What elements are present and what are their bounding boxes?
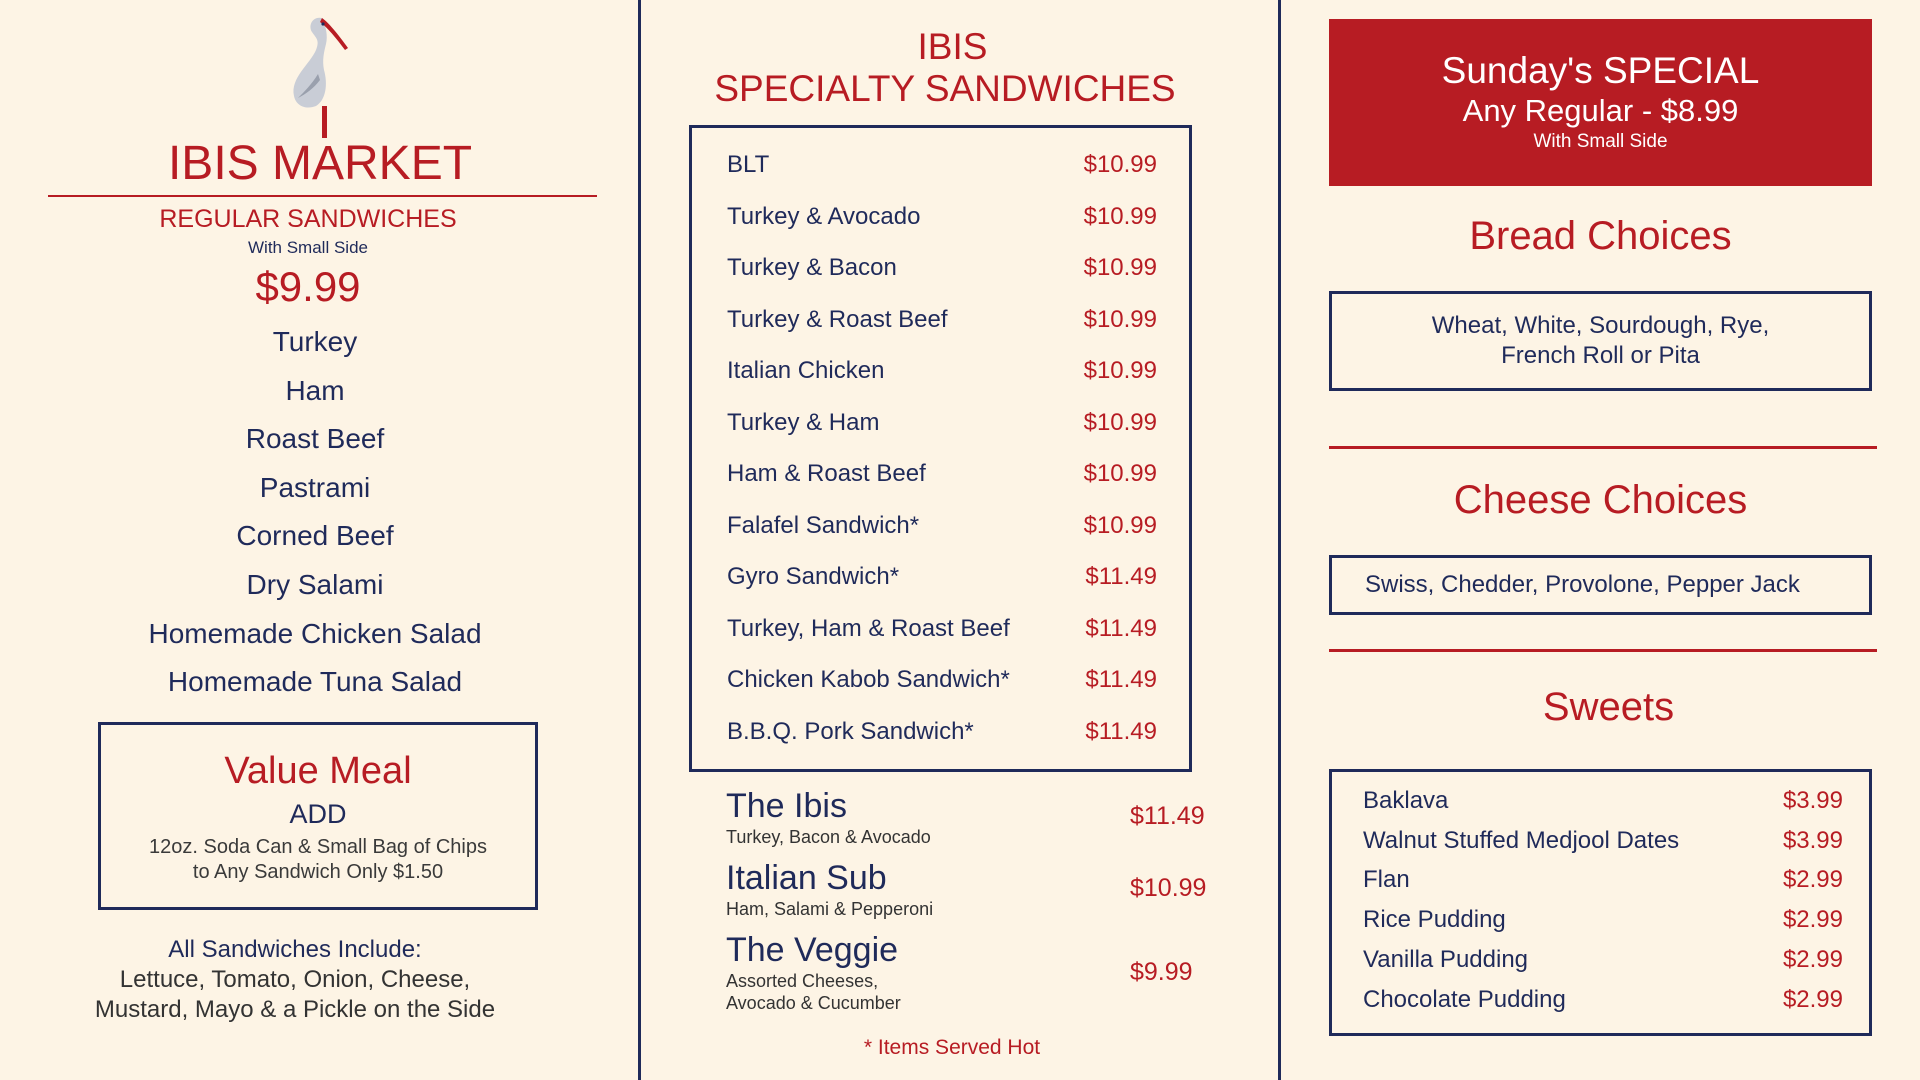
menu-row xyxy=(727,506,1177,546)
item-price: $2.99 xyxy=(1782,986,1843,1013)
list-item: Homemade Chicken Salad xyxy=(148,617,482,649)
item-price: $11.49 xyxy=(1085,614,1157,642)
sweets-heading: Sweets xyxy=(1542,685,1675,729)
item-name: Turkey, Ham & Roast Beef xyxy=(727,614,1010,642)
item-name: Turkey & Roast Beef xyxy=(727,305,948,333)
special-subtitle: With Small Side xyxy=(1533,131,1668,152)
list-item: Dry Salami xyxy=(246,568,384,600)
featured-price: $10.99 xyxy=(1130,874,1207,902)
specialty-heading-brand: IBIS xyxy=(917,26,988,67)
bread-line: Wheat, White, Sourdough, Rye, xyxy=(1431,312,1770,339)
featured-description: Assorted Cheeses, xyxy=(726,971,879,991)
list-item: Corned Beef xyxy=(236,520,394,552)
regular-sandwiches-panel xyxy=(0,0,640,1080)
item-name: Baklava xyxy=(1363,787,1449,814)
menu-row xyxy=(1363,821,1843,861)
featured-price: $11.49 xyxy=(1130,802,1205,830)
item-price: $3.99 xyxy=(1782,787,1843,814)
item-price: $10.99 xyxy=(1083,202,1157,230)
item-price: $10.99 xyxy=(1083,460,1157,487)
featured-sandwich xyxy=(726,858,1176,920)
item-price: $11.49 xyxy=(1085,563,1157,590)
item-price: $11.49 xyxy=(1085,666,1157,693)
item-name: Vanilla Pudding xyxy=(1363,946,1529,973)
cheese-choices-box: Swiss, Chedder, Provolone, Pepper Jack xyxy=(1329,555,1872,615)
menu-row xyxy=(727,454,1177,494)
value-meal-line: to Any Sandwich Only $1.50 xyxy=(192,861,444,883)
featured-description: Ham, Salami & Pepperoni xyxy=(726,899,934,919)
menu-row xyxy=(1363,860,1843,900)
section-rule xyxy=(1329,446,1877,449)
sweets-menu-box xyxy=(1329,769,1872,1036)
all-sandwiches-include xyxy=(40,935,550,1025)
item-name: Turkey & Bacon xyxy=(727,254,897,281)
featured-name: The Veggie xyxy=(726,931,899,969)
choices-panel xyxy=(1280,0,1920,1080)
bread-line: French Roll or Pita xyxy=(1501,342,1700,369)
item-name: Falafel Sandwich* xyxy=(727,511,920,539)
menu-row xyxy=(727,403,1177,443)
item-name: Turkey & Avocado xyxy=(727,202,921,230)
featured-name: The Ibis xyxy=(726,787,847,825)
menu-row xyxy=(1363,940,1843,980)
item-price: $2.99 xyxy=(1782,946,1843,973)
special-title: Sunday's SPECIAL xyxy=(1441,50,1760,91)
bread-choices-heading: Bread Choices xyxy=(1469,214,1732,258)
menu-row xyxy=(727,557,1177,597)
menu-row xyxy=(1363,980,1843,1020)
item-name: Chicken Kabob Sandwich* xyxy=(727,666,1010,693)
item-name: Turkey & Ham xyxy=(727,408,880,436)
title-rule xyxy=(48,195,597,197)
bread-choices-box xyxy=(1329,291,1872,391)
value-meal-title: Value Meal xyxy=(224,750,412,792)
list-item: Pastrami xyxy=(259,471,371,503)
value-meal-description xyxy=(101,835,535,885)
featured-description: Avocado & Cucumber xyxy=(726,993,901,1013)
regular-sandwich-list xyxy=(0,322,630,711)
item-price: $10.99 xyxy=(1083,305,1157,333)
menu-row xyxy=(727,197,1177,237)
featured-price: $9.99 xyxy=(1130,958,1193,986)
item-price: $10.99 xyxy=(1083,151,1157,178)
item-price: $2.99 xyxy=(1782,906,1843,933)
item-name: Rice Pudding xyxy=(1363,906,1506,933)
menu-row xyxy=(1363,781,1843,821)
includes-heading: All Sandwiches Include: xyxy=(168,936,422,963)
menu-row xyxy=(727,712,1177,752)
featured-description: Turkey, Bacon & Avocado xyxy=(726,827,931,847)
menu-row xyxy=(727,145,1177,185)
list-item: Ham xyxy=(285,374,345,406)
special-offer: Any Regular - $8.99 xyxy=(1462,93,1739,128)
item-name: B.B.Q. Pork Sandwich* xyxy=(727,717,974,745)
item-price: $10.99 xyxy=(1083,357,1157,384)
cheese-choices-heading: Cheese Choices xyxy=(1453,478,1748,522)
item-name: Italian Chicken xyxy=(727,357,885,384)
items-served-hot-note: * Items Served Hot xyxy=(863,1036,1041,1059)
menu-row xyxy=(727,660,1177,700)
menu-row xyxy=(727,351,1177,391)
regular-sandwiches-heading: REGULAR SANDWICHES xyxy=(159,205,457,233)
item-price: $10.99 xyxy=(1083,511,1157,539)
item-name: Ham & Roast Beef xyxy=(727,460,926,487)
item-name: BLT xyxy=(727,151,770,178)
featured-name: Italian Sub xyxy=(726,859,887,897)
item-price: $11.49 xyxy=(1085,717,1157,745)
featured-sandwich xyxy=(726,930,1176,1014)
regular-sandwiches-price: $9.99 xyxy=(255,263,361,310)
menu-row xyxy=(727,248,1177,288)
sunday-special-banner xyxy=(1329,19,1872,186)
regular-sandwiches-subtitle: With Small Side xyxy=(248,238,368,257)
list-item: Homemade Tuna Salad xyxy=(167,666,463,698)
list-item: Roast Beef xyxy=(245,423,385,455)
specialty-heading: SPECIALTY SANDWICHES xyxy=(714,68,1176,109)
item-price: $10.99 xyxy=(1083,254,1157,281)
specialty-sandwiches-panel xyxy=(640,0,1280,1080)
item-name: Chocolate Pudding xyxy=(1363,986,1566,1013)
item-price: $2.99 xyxy=(1782,866,1843,893)
market-title: IBIS MARKET xyxy=(167,137,473,190)
list-item: Turkey xyxy=(272,326,358,357)
item-price: $10.99 xyxy=(1083,408,1157,436)
menu-row xyxy=(1363,900,1843,940)
value-meal-box xyxy=(98,722,538,910)
ibis-bird-icon xyxy=(282,14,362,138)
section-rule xyxy=(1329,649,1877,652)
menu-row xyxy=(727,609,1177,649)
item-name: Flan xyxy=(1363,866,1410,893)
includes-line: Lettuce, Tomato, Onion, Cheese, xyxy=(119,966,471,993)
value-meal-line: 12oz. Soda Can & Small Bag of Chips xyxy=(149,836,487,858)
featured-sandwich xyxy=(726,786,1176,848)
specialty-menu-box xyxy=(689,125,1192,772)
value-meal-add: ADD xyxy=(289,799,347,829)
includes-line: Mustard, Mayo & a Pickle on the Side xyxy=(94,996,496,1023)
item-price: $3.99 xyxy=(1782,827,1843,854)
menu-row xyxy=(727,300,1177,340)
item-name: Gyro Sandwich* xyxy=(727,563,900,590)
item-name: Walnut Stuffed Medjool Dates xyxy=(1363,827,1680,854)
